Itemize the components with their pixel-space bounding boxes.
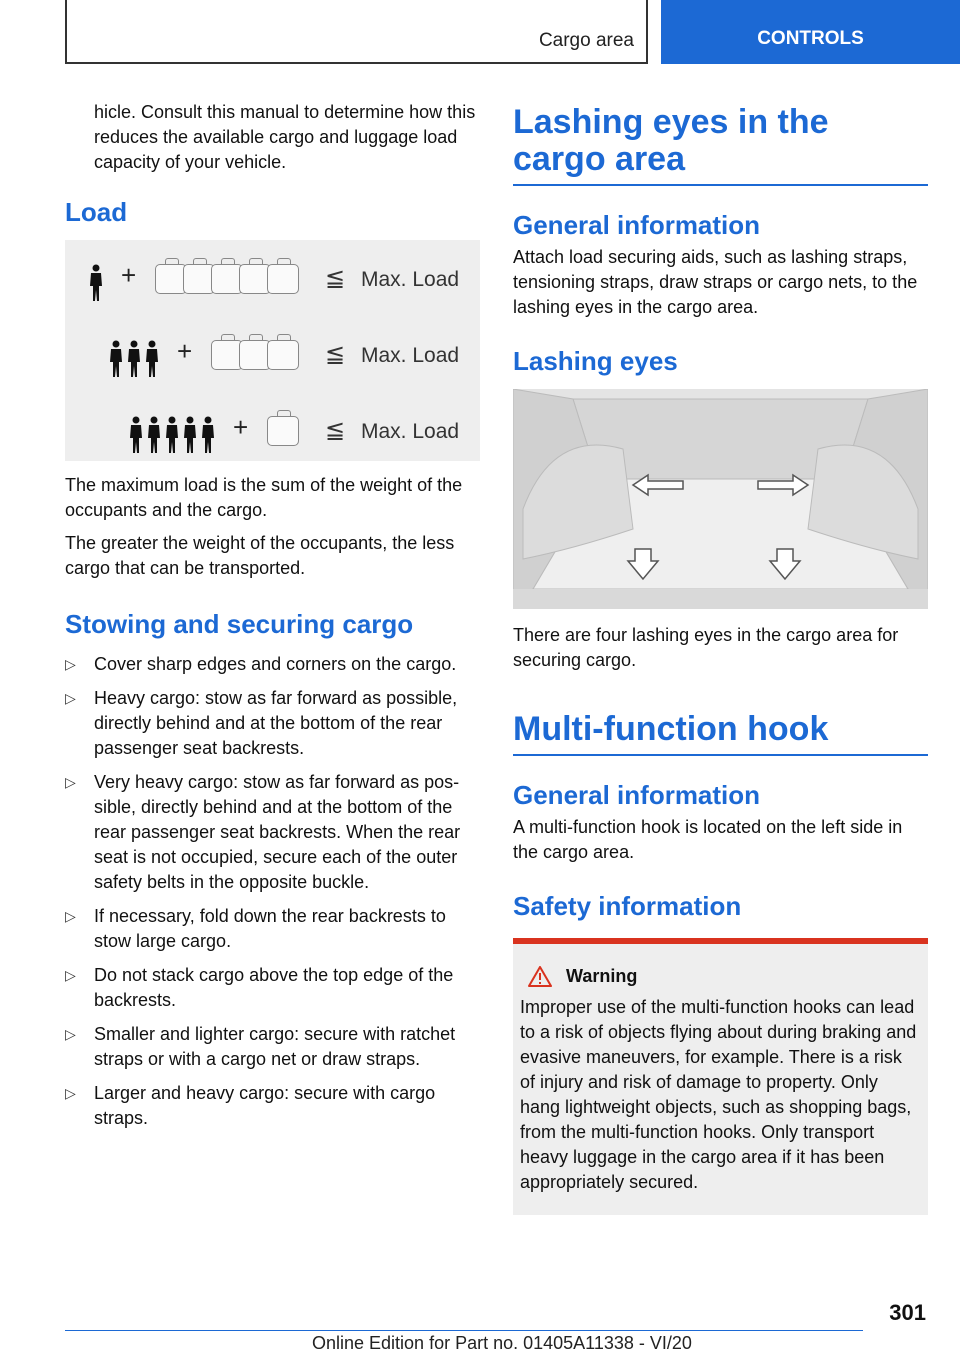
occupants-group — [89, 264, 103, 307]
luggage-group — [267, 416, 295, 446]
warning-title: Warning — [566, 966, 638, 986]
less-equal-sign: ≦ — [325, 265, 346, 292]
warning-header — [520, 966, 920, 987]
person-icon — [183, 416, 197, 459]
list-item: ▷ Larger and heavy cargo: secure with cargo straps. — [65, 1081, 480, 1131]
list-item: ▷ If necessary, fold down the rear backrests to stow large cargo. — [65, 904, 480, 954]
section-title: Cargo area — [538, 30, 634, 51]
header-section-box — [65, 0, 648, 64]
mfh-general-info-text: A multi-function hook is located on the left side in the cargo area. — [513, 817, 903, 862]
less-equal-sign: ≦ — [325, 417, 346, 444]
person-icon — [145, 340, 159, 383]
edition-note: Online Edition for Part no. 01405A11338 - VI/20 — [312, 1333, 692, 1353]
person-icon — [201, 416, 215, 459]
list-item: ▷ Very heavy cargo: stow as far forward as possible, directly behind and at the bottom of the rear passenger seat backrests. When the rear seat is not occupied, secure each of the outer safety belts in the opposite buckle. — [65, 770, 480, 895]
luggage-group — [155, 264, 295, 294]
person-icon — [165, 416, 179, 459]
intro-paragraph: hicle. Consult this manual to determine how this reduces the available cargo and luggage load capacity of your vehicle. — [94, 102, 476, 172]
general-info-text: Attach load securing aids, such as lashing straps, tensioning straps, draw straps or cargo nets, to the lashing eyes in the cargo area. — [513, 247, 918, 317]
list-item: ▷ Do not stack cargo above the top edge of the backrests. — [65, 963, 480, 1013]
person-icon — [127, 340, 141, 383]
footer-rule — [65, 1330, 863, 1331]
plus-sign: + — [121, 260, 137, 290]
load-row — [65, 246, 480, 322]
suitcase-icon — [267, 340, 299, 370]
max-load-label: Max. Load — [361, 420, 460, 443]
right-column — [513, 104, 928, 1215]
lashing-eyes-heading: Lashing eyes — [513, 346, 678, 376]
stowing-heading: Stowing and securing cargo — [65, 609, 414, 639]
max-load-label: Max. Load — [361, 268, 460, 291]
load-row — [65, 398, 480, 474]
max-load-paragraph: The maximum load is the sum of the weight of the occupants and the cargo. — [65, 475, 463, 520]
safety-info-heading: Safety information — [513, 891, 742, 921]
load-row — [65, 322, 480, 398]
warning-box — [513, 938, 928, 1215]
cargo-area-illustration — [513, 389, 928, 609]
load-heading: Load — [65, 197, 128, 227]
lashing-eyes-text: There are four lashing eyes in the cargo area for securing cargo. — [513, 625, 899, 670]
load-figure — [65, 240, 480, 461]
warning-triangle-icon — [528, 966, 552, 987]
list-item: ▷ Smaller and lighter cargo: secure with ratchet straps or with a cargo net or draw straps. — [65, 1022, 480, 1072]
person-icon — [129, 416, 143, 459]
list-item: ▷ Heavy cargo: stow as far forward as possible, directly behind and at the bottom of the rear passenger seat backrests. — [65, 686, 480, 761]
occupants-group — [129, 416, 215, 459]
controls-tab[interactable]: CONTROLS — [661, 0, 960, 64]
plus-sign: + — [233, 412, 249, 442]
warning-text: Improper use of the multi-function hooks can lead to a risk of objects flying about during braking and evasive maneuvers, for example. There is a risk of injury and risk of damage to property. Only hang lightweight objects, such as shopping bags, from the multi-function hooks. Only transport heavy luggage in the cargo area if it has been appropriately secured. — [520, 997, 917, 1192]
person-icon — [147, 416, 161, 459]
max-load-label: Max. Load — [361, 344, 460, 367]
occupants-group — [109, 340, 159, 383]
multi-function-hook-title: Multi-function hook — [513, 711, 928, 756]
less-equal-sign: ≦ — [325, 341, 346, 368]
general-info-heading: General information — [513, 210, 761, 240]
suitcase-icon — [267, 416, 299, 446]
cargo-area-image — [513, 389, 928, 609]
page-number: 301 — [889, 1300, 926, 1325]
person-icon — [89, 264, 103, 307]
mfh-general-info-heading: General information — [513, 780, 761, 810]
suitcase-icon — [267, 264, 299, 294]
left-column — [65, 100, 480, 1140]
stowing-list — [65, 652, 480, 1131]
occupants-paragraph: The greater the weight of the occupants, the less cargo that can be transported. — [65, 533, 455, 578]
plus-sign: + — [177, 336, 193, 366]
lashing-eyes-title: Lashing eyes in the cargo area — [513, 104, 928, 186]
person-icon — [109, 340, 123, 383]
luggage-group — [211, 340, 295, 370]
list-item: ▷ Cover sharp edges and corners on the cargo. — [65, 652, 480, 677]
